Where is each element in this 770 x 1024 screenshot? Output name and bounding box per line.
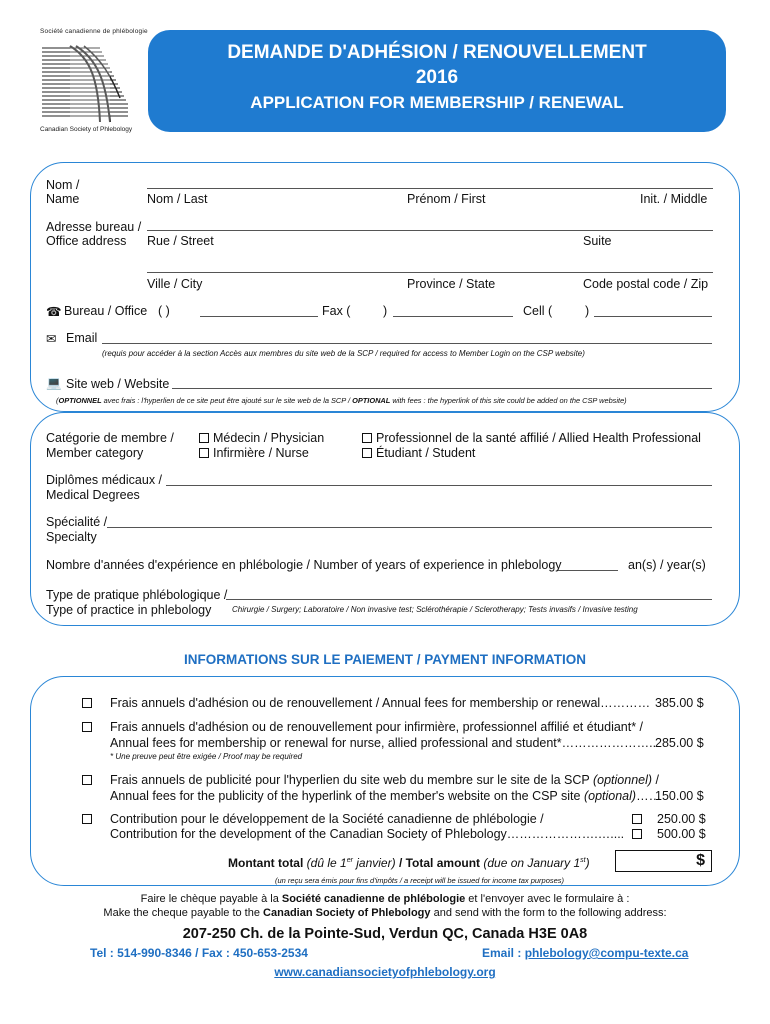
category-nurse[interactable] (199, 446, 309, 460)
specialty-label-en: Specialty (46, 530, 97, 544)
fax-label: Fax ( (322, 304, 351, 318)
checkbox-fee4[interactable] (82, 814, 92, 824)
years-label: an(s) / year(s) (628, 558, 706, 572)
logo-top-text: Société canadienne de phlébologie (40, 28, 148, 35)
logo-bottom-text: Canadian Society of Phlebology (40, 126, 133, 133)
practice-field[interactable] (226, 599, 712, 600)
website-field[interactable] (172, 388, 712, 389)
fee3-checkbox[interactable] (82, 773, 96, 787)
logo-emblem (40, 38, 132, 126)
fee1-checkbox[interactable] (82, 696, 96, 710)
specialty-field[interactable] (107, 527, 712, 528)
total-en-bold: / Total amount (395, 856, 484, 870)
fee2-checkbox[interactable] (82, 720, 96, 734)
fee3-fr-optional: (optionnel) (592, 773, 653, 787)
dollar-sign: $ (696, 852, 705, 869)
fee3-en-dots: …… (636, 789, 662, 803)
first-name-label: Prénom / First (407, 192, 486, 206)
checkbox-student[interactable] (362, 448, 372, 458)
office-paren: ( ) (158, 304, 170, 318)
fee2-amount: 285.00 $ (655, 736, 704, 750)
fee2-label-fr: Frais annuels d'adhésion ou de renouvellement pour infirmière, professionnel affilié et étudiant* / (110, 720, 644, 734)
practice-label: Type de pratique phlébologique / (46, 588, 228, 602)
email-label: Email (66, 331, 98, 345)
degrees-field[interactable] (166, 485, 712, 486)
cheque-fr-3: et l'envoyer avec le formulaire à : (465, 893, 630, 905)
fee3-en-text: Annual fees for the publicity of the hyperlink of the member's website on the CSP site (110, 789, 584, 803)
specialty-label: Spécialité / (46, 515, 108, 529)
cell-label: Cell ( (523, 304, 553, 318)
header-title-en: APPLICATION FOR MEMBERSHIP / RENEWAL (250, 93, 624, 112)
header-banner (148, 30, 726, 132)
mailing-address: 207-250 Ch. de la Pointe-Sud, Verdun QC, Canada H3E 0A8 (182, 926, 588, 942)
fee3-amount: 150.00 $ (655, 789, 704, 803)
header-year: 2016 (415, 67, 459, 88)
checkbox-fee4-250[interactable] (632, 814, 642, 824)
practice-examples: Chirurgie / Surgery; Laboratoire / Non invasive test; Sclérothérapie / Sclerotherapy; Tests invasifs / Invasive testing (232, 605, 638, 614)
category-physician[interactable] (199, 431, 324, 445)
payment-title: INFORMATIONS SUR LE PAIEMENT / PAYMENT INFORMATION (183, 652, 586, 667)
fee4-label-en: Contribution for the development of the Canadian Society of Phlebology………………….….... (110, 827, 625, 841)
phone-icon: ☎ (46, 305, 62, 319)
checkbox-physician[interactable] (199, 433, 209, 443)
total-en-italic2: ) (585, 856, 590, 870)
physician-label: Médecin / Physician (213, 431, 325, 445)
degrees-label: Diplômes médicaux / (46, 473, 163, 487)
fax-field[interactable] (393, 316, 513, 317)
logo (40, 28, 148, 136)
cheque-en (30, 907, 740, 919)
fee2-note: * Une preuve peut être exigée / Proof may be required (110, 752, 303, 761)
office-phone-label: Bureau / Office (64, 304, 148, 318)
name-label-en: Name (46, 192, 80, 206)
checkbox-fee1[interactable] (82, 698, 92, 708)
website-note-en: with fees : the hyperlink of this site could be added on the CSP website) (390, 396, 627, 405)
cheque-fr-2: Société canadienne de phlébologie (281, 893, 466, 905)
province-label: Province / State (407, 277, 496, 291)
total-amount-field[interactable] (615, 850, 712, 872)
fee3-fr-slash: / (652, 773, 659, 787)
cell-field[interactable] (594, 316, 712, 317)
total-fr-bold: Montant total (228, 856, 307, 870)
total-en-italic: (due on January 1 (483, 856, 581, 870)
category-label: Catégorie de membre / (46, 431, 174, 445)
city-label: Ville / City (147, 277, 203, 291)
phone-fax: Tel : 514-990-8346 / Fax : 450-653-2534 (90, 946, 308, 960)
website-note: (OPTIONNEL avec frais : l'hyperlien de ce site peut être ajouté sur le site web de la SCP / OPTIONAL with fees : the hyperlink of this site could be added on the CSP website) (56, 396, 627, 405)
website-note-optional: OPTIONAL (352, 396, 391, 405)
fee4-amount1: 250.00 $ (657, 812, 706, 826)
total-sup1: er (346, 857, 353, 864)
degrees-label-en: Medical Degrees (46, 488, 140, 502)
contact-email-label: Email : (482, 946, 525, 960)
envelope-icon: ✉ (46, 332, 57, 346)
address-label: Adresse bureau / (46, 220, 142, 234)
cheque-en-1: Make the cheque payable to the (103, 907, 264, 919)
fee2-label-en: Annual fees for membership or renewal for nurse, allied professional and student*………………….. (110, 736, 657, 750)
cell-close: ) (585, 304, 590, 318)
fee3-fr-text: Frais annuels de publicité pour l'hyperlien du site web du membre sur le site de la SCP (110, 773, 593, 787)
contact-email-link[interactable]: phlebology@compu-texte.ca (524, 946, 689, 960)
cheque-en-3: and send with the form to the following address: (430, 907, 667, 919)
contact-email (482, 946, 688, 960)
website-note-optionnel: OPTIONNEL (58, 396, 102, 405)
fee4-option1[interactable] (632, 812, 646, 826)
fee4-label-fr: Contribution pour le développement de la Société canadienne de phlébologie / (110, 812, 544, 826)
email-note: (requis pour accéder à la section Accès aux membres du site web de la SCP / required for access to Member Login on the CSP website) (102, 349, 585, 358)
checkbox-fee2[interactable] (82, 722, 92, 732)
address-label-en: Office address (46, 234, 127, 248)
name-field[interactable] (147, 188, 713, 189)
header-title-fr: DEMANDE D'ADHÉSION / RENOUVELLEMENT (227, 42, 647, 63)
checkbox-nurse[interactable] (199, 448, 209, 458)
email-field[interactable] (102, 343, 712, 344)
nurse-label: Infirmière / Nurse (213, 446, 309, 460)
checkbox-allied[interactable] (362, 433, 372, 443)
cheque-fr-1: Faire le chèque payable à la (140, 893, 282, 905)
fee3-label-fr (110, 773, 659, 787)
cheque-fr (30, 893, 740, 905)
total-fr-italic2: janvier) (352, 856, 396, 870)
fee3-en-optional: (optional) (583, 789, 637, 803)
street-label: Rue / Street (147, 234, 214, 248)
category-allied[interactable] (362, 431, 701, 445)
middle-initial-label: Init. / Middle (640, 192, 708, 206)
fee1-amount: 385.00 $ (655, 696, 704, 710)
total-fr-italic: (dû le 1 (306, 856, 347, 870)
cheque-en-2: Canadian Society of Phlebology (263, 907, 431, 919)
student-label: Étudiant / Student (376, 446, 476, 460)
last-name-label: Nom / Last (147, 192, 208, 206)
name-label: Nom / (46, 178, 80, 192)
office-phone-field[interactable] (200, 316, 318, 317)
checkbox-fee4-500[interactable] (632, 829, 642, 839)
zip-label: Code postal code / Zip (583, 277, 709, 291)
fax-close: ) (383, 304, 388, 318)
website-note-fr: avec frais : l'hyperlien de ce site peut être ajouté sur le site web de la SCP / (101, 396, 353, 405)
category-label-en: Member category (46, 446, 144, 460)
website-label: Site web / Website (66, 377, 170, 391)
fee4-amount2: 500.00 $ (657, 827, 706, 841)
computer-icon: 💻 (46, 376, 62, 390)
experience-label: Nombre d'années d'expérience en phlébologie / Number of years of experience in phlebology (46, 558, 562, 572)
checkbox-fee3[interactable] (82, 775, 92, 785)
city-field[interactable] (147, 272, 713, 273)
total-sup2: st (580, 857, 586, 864)
fee3-label-en (110, 789, 661, 803)
total-label (228, 856, 590, 870)
street-field[interactable] (147, 230, 713, 231)
website-link[interactable]: www.canadiansocietyofphlebology.org (274, 965, 496, 979)
fee1-label: Frais annuels d'adhésion ou de renouvellement / Annual fees for membership or renewal………… (110, 696, 651, 710)
allied-label: Professionnel de la santé affilié / Allied Health Professional (376, 431, 701, 445)
practice-label-en: Type of practice in phlebology (46, 603, 212, 617)
suite-label: Suite (583, 234, 612, 248)
fee4-checkbox[interactable] (82, 812, 96, 826)
receipt-note: (un reçu sera émis pour fins d'impôts / a receipt will be issued for income tax purposes) (275, 876, 565, 885)
experience-field[interactable] (558, 570, 618, 571)
fee4-option2[interactable] (632, 827, 646, 841)
category-student[interactable] (362, 446, 475, 460)
